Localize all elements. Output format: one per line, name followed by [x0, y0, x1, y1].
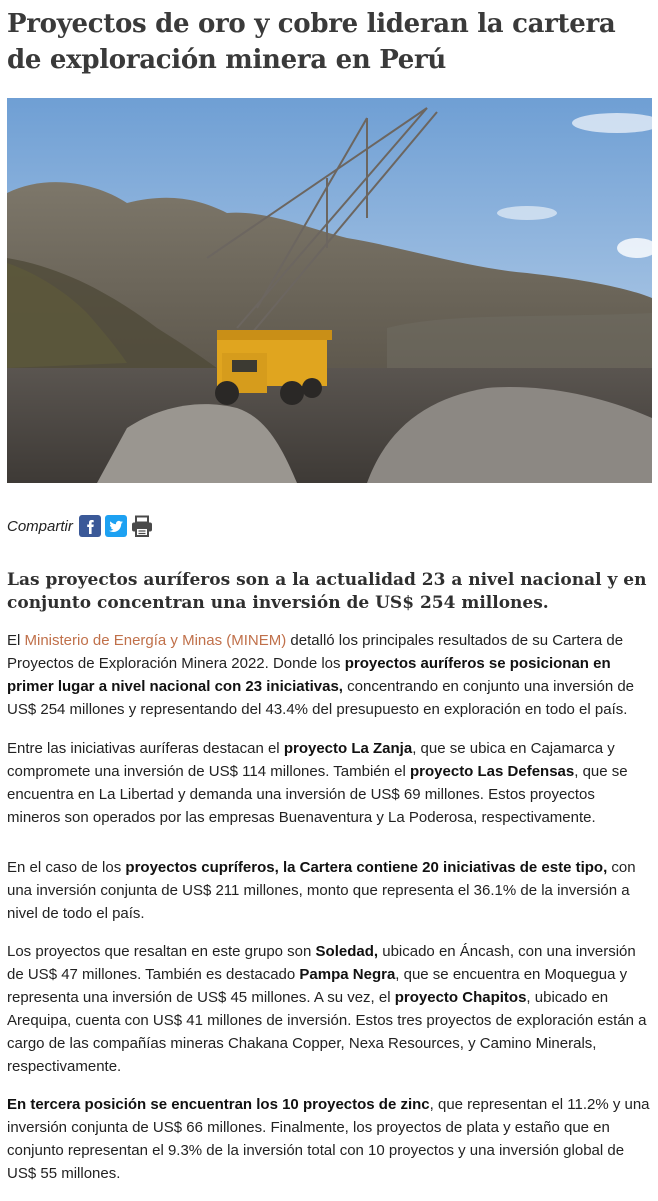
share-bar — [7, 513, 651, 539]
text-run: , que se ubica en Cajamarca y compromete una inversión de US$ 114 millones. También el — [7, 740, 615, 780]
text-run: detalló los principales resultados de su Cartera de Proyectos de Exploración Minera 2022. Donde los — [7, 632, 624, 672]
article-title: Proyectos de oro y cobre lideran la cartera de exploración minera en Perú — [7, 9, 616, 75]
bold-run: proyecto Las Defensas — [410, 763, 575, 780]
text-run: concentrando en conjunto una inversión de US$ 254 millones y representando del 43.4% del presupuesto en exploración en todo el país. — [7, 678, 635, 718]
paragraph-3 — [7, 856, 651, 925]
hero-image-mining-truck — [7, 98, 652, 483]
print-icon[interactable] — [131, 515, 153, 537]
bold-run: proyectos cupríferos, la Cartera contiene 20 iniciativas de este tipo, — [125, 859, 608, 876]
text-run: , que se encuentra en Moquegua y representa una inversión de US$ 45 millones. A su vez, el — [7, 966, 628, 1006]
text-run: con una inversión conjunta de US$ 211 millones, monto que representa el 36.1% de la inversión a nivel de todo el país. — [7, 859, 636, 922]
bold-run: proyectos auríferos se posicionan en primer lugar a nivel nacional con 23 iniciativas, — [7, 655, 611, 695]
bold-run: Pampa Negra — [299, 966, 396, 983]
paragraph-5 — [7, 1093, 651, 1185]
bold-run: Soledad, — [315, 943, 379, 960]
paragraph-1 — [7, 629, 651, 721]
bold-run: En tercera posición se encuentran los 10 proyectos de zinc — [7, 1096, 430, 1113]
paragraph-4 — [7, 940, 651, 1078]
facebook-icon[interactable] — [79, 515, 101, 537]
text-run: El — [7, 632, 25, 649]
text-run: Entre las iniciativas auríferas destacan el — [7, 740, 284, 757]
text-run: ubicado en Áncash, con una inversión de US$ 47 millones. También es destacado — [7, 943, 636, 983]
article-subhead: Las proyectos auríferos son a la actualidad 23 a nivel nacional y en conjunto concentran una inversión de US$ 254 millones. — [7, 570, 647, 613]
paragraph-2 — [7, 737, 651, 829]
text-run: , que representan el 11.2% y una inversión conjunta de US$ 66 millones. Finalmente, los proyectos de plata y estaño que en conjunto representan el 9.3% de la inversión total con 10 proyectos y una inversión global de US$ 55 millones. — [7, 1096, 650, 1182]
text-run: En el caso de los — [7, 859, 126, 876]
text-run: , ubicado en Arequipa, cuenta con US$ 41 millones de inversión. Estos tres proyectos de exploración están a cargo de las compañías mineras Chakana Copper, Nexa Resources, y Camino Minerals, respectivamente. — [7, 989, 647, 1075]
article — [0, 6, 658, 1185]
bold-run: proyecto Chapitos — [394, 989, 527, 1006]
bold-run: proyecto La Zanja — [283, 740, 413, 757]
text-run: Los proyectos que resaltan en este grupo son — [7, 943, 316, 960]
twitter-icon[interactable] — [105, 515, 127, 537]
share-label: Compartir — [7, 517, 73, 535]
text-run: , que se encuentra en La Libertad y demanda una inversión de US$ 69 millones. Estos proyectos mineros son operados por las empresas Buenaventura y La Poderosa, respectivamente. — [7, 763, 628, 826]
minem-link[interactable]: Ministerio de Energía y Minas (MINEM) — [24, 632, 287, 649]
